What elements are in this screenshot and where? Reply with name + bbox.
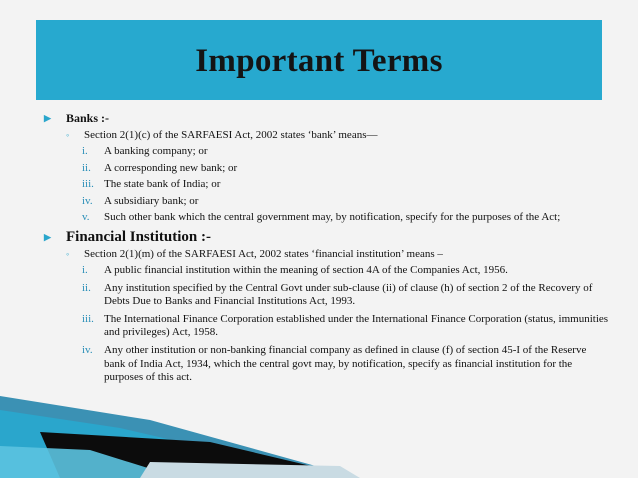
list-numeral: iv.	[82, 194, 93, 207]
list-numeral: iv.	[82, 343, 93, 356]
list-item-text: A corresponding new bank; or	[104, 161, 238, 174]
list-item-text: A public financial institution within the meaning of section 4A of the Companies Act, 1956.	[104, 263, 508, 276]
list-item-text: Such other bank which the central government may, by notification, specify for the purposes of the Act;	[104, 211, 561, 224]
list-numeral: ii.	[82, 281, 91, 294]
list-item	[40, 211, 610, 225]
list-item-text: The state bank of India; or	[104, 178, 221, 191]
section-intro-text: Section 2(1)(c) of the SARFAESI Act, 2002 states ‘bank’ means—	[84, 129, 378, 141]
list-item	[40, 145, 610, 159]
list-item-text: Any other institution or non-banking financial company as defined in clause (f) of section 45-I of the Reserve bank of India Act, 1934, which the central govt may, by notification, specify as financial institution for the purposes of this act.	[104, 343, 587, 384]
small-circle-icon: ◦	[66, 130, 70, 140]
list-item-text: Any institution specified by the Central Govt under sub-clause (ii) of clause (h) of section 2 of the Recovery of Debts Due to Banks and Financial Institutions Act, 1993.	[104, 281, 593, 308]
list-item	[40, 313, 610, 340]
list-item	[40, 178, 610, 192]
section-intro-banks	[40, 128, 610, 143]
small-circle-icon: ◦	[66, 248, 70, 259]
section-intro-text: Section 2(1)(m) of the SARFAESI Act, 2002 states ‘financial institution’ means –	[84, 247, 443, 260]
financial-institution-list	[40, 264, 610, 385]
section-heading-text: Banks :-	[66, 111, 110, 125]
list-item-text: A subsidiary bank; or	[104, 194, 199, 207]
list-numeral: v.	[82, 211, 90, 224]
triangle-right-icon: ▶	[44, 231, 51, 242]
list-item	[40, 162, 610, 176]
list-item-text: The International Finance Corporation established under the International Finance Corporation (status, immunities and privileges) Act, 1958.	[104, 312, 609, 339]
slide-title: Important Terms	[195, 43, 443, 79]
list-item	[40, 195, 610, 209]
section-heading-text: Financial Institution :-	[66, 228, 212, 245]
section-heading-financial-institution	[40, 228, 610, 246]
section-heading-banks	[40, 109, 610, 127]
list-numeral: ii.	[82, 161, 91, 174]
title-bar	[36, 20, 602, 100]
list-item	[40, 282, 610, 309]
list-item-text: A banking company; or	[104, 145, 208, 157]
list-numeral: i.	[82, 145, 88, 157]
section-intro-financial-institution	[40, 247, 610, 262]
list-numeral: iii.	[82, 312, 94, 325]
banks-list	[40, 145, 610, 225]
slide-content	[40, 109, 610, 389]
list-item	[40, 344, 610, 385]
triangle-right-icon: ▶	[44, 113, 51, 123]
list-numeral: iii.	[82, 178, 94, 191]
list-item	[40, 264, 610, 278]
list-numeral: i.	[82, 263, 88, 276]
